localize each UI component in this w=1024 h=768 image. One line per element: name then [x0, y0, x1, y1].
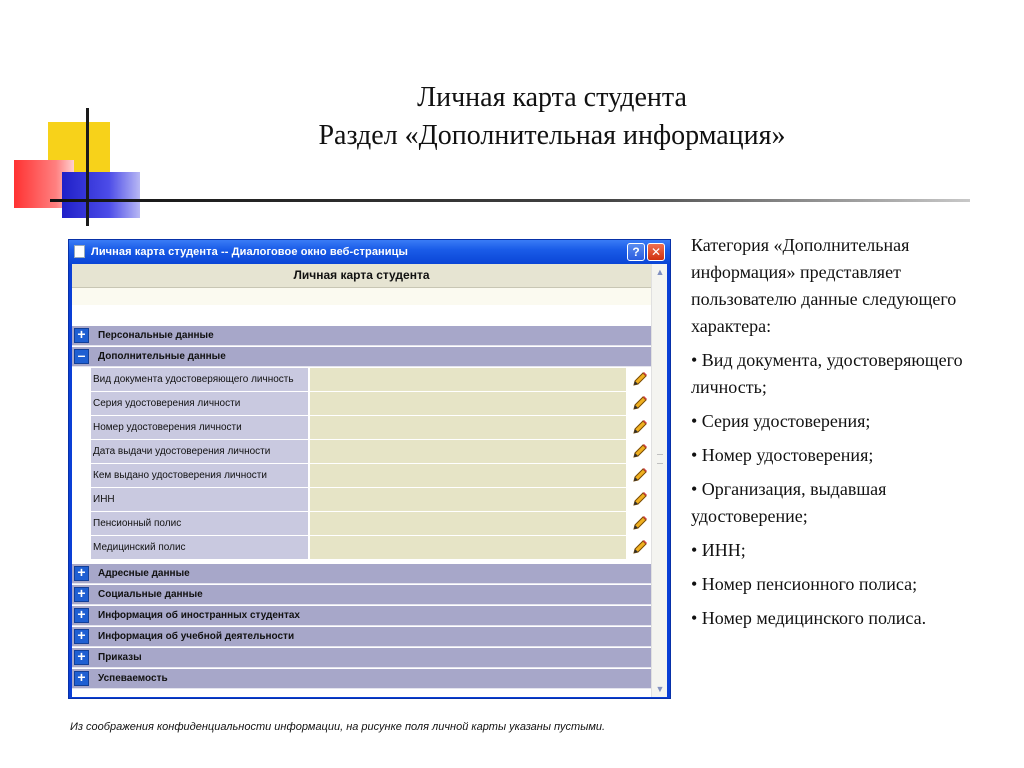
description-item: • Вид документа, удостоверяющего личность;: [691, 350, 963, 397]
expand-icon[interactable]: +: [74, 587, 89, 602]
header-spacer: [72, 288, 651, 305]
field-label: Дата выдачи удостоверения личности: [91, 440, 309, 463]
edit-button[interactable]: [626, 440, 651, 463]
description-item: • Номер пенсионного полиса;: [691, 574, 918, 594]
section-social[interactable]: [72, 585, 651, 605]
description-item: • Серия удостоверения;: [691, 411, 871, 431]
field-value[interactable]: [310, 488, 626, 511]
dialog-window: [68, 239, 671, 699]
description-item: • Номер медицинского полиса.: [691, 608, 927, 628]
expand-icon[interactable]: +: [74, 650, 89, 665]
section-additional[interactable]: [72, 347, 651, 367]
decor-horizontal-line: [50, 199, 970, 202]
description-item: • Номер удостоверения;: [691, 445, 874, 465]
expand-icon[interactable]: +: [74, 608, 89, 623]
pencil-icon: [631, 490, 649, 508]
edit-button[interactable]: [626, 416, 651, 439]
section-personal[interactable]: [72, 326, 651, 346]
section-academic[interactable]: [72, 627, 651, 647]
student-card: [72, 264, 651, 697]
expand-icon[interactable]: +: [74, 566, 89, 581]
pencil-icon: [631, 514, 649, 532]
collapse-icon[interactable]: –: [74, 349, 89, 364]
edit-button[interactable]: [626, 512, 651, 535]
footnote: Из соображения конфиденциальности информации, на рисунке поля личной карты указаны пустыми.: [70, 721, 606, 733]
expand-icon[interactable]: +: [74, 629, 89, 644]
pencil-icon: [631, 370, 649, 388]
section-label: Информация об учебной деятельности: [98, 631, 295, 642]
field-value[interactable]: [310, 512, 626, 535]
pencil-icon: [631, 466, 649, 484]
edit-button[interactable]: [626, 392, 651, 415]
field-label: Номер удостоверения личности: [91, 416, 309, 439]
field-row: [91, 464, 651, 488]
field-label: Медицинский полис: [91, 536, 309, 559]
pencil-icon: [631, 538, 649, 556]
scroll-down-icon[interactable]: ▼: [655, 684, 665, 694]
field-label: ИНН: [91, 488, 309, 511]
section-label: Дополнительные данные: [98, 351, 226, 362]
section-label: Адресные данные: [98, 568, 190, 579]
expand-icon[interactable]: +: [74, 671, 89, 686]
pencil-icon: [631, 442, 649, 460]
field-value[interactable]: [310, 392, 626, 415]
field-row: [91, 512, 651, 536]
field-value[interactable]: [310, 464, 626, 487]
edit-button[interactable]: [626, 464, 651, 487]
scroll-up-icon[interactable]: ▲: [655, 267, 665, 277]
section-label: Информация об иностранных студентах: [98, 610, 300, 621]
window-title: Личная карта студента -- Диалоговое окно веб-страницы: [91, 246, 409, 258]
field-row: [91, 368, 651, 392]
slide-title: Личная карта студента: [417, 82, 687, 113]
section-label: Успеваемость: [98, 673, 168, 684]
decor-vertical-line: [86, 108, 89, 226]
field-value[interactable]: [310, 416, 626, 439]
field-label: Пенсионный полис: [91, 512, 309, 535]
scroll-grip[interactable]: [657, 454, 663, 464]
vertical-scrollbar[interactable]: [651, 264, 667, 697]
pencil-icon: [631, 418, 649, 436]
section-foreign-students[interactable]: [72, 606, 651, 626]
field-row: [91, 416, 651, 440]
field-label: Вид документа удостоверяющего личность: [91, 368, 309, 391]
field-value[interactable]: [310, 440, 626, 463]
help-button[interactable]: ?: [627, 243, 645, 261]
description-item: • ИНН;: [691, 540, 746, 560]
field-value[interactable]: [310, 368, 626, 391]
edit-button[interactable]: [626, 368, 651, 391]
field-label: Кем выдано удостоверения личности: [91, 464, 309, 487]
section-address[interactable]: [72, 564, 651, 584]
section-label: Приказы: [98, 652, 142, 663]
field-row: [91, 440, 651, 464]
description-item: • Организация, выдавшая удостоверение;: [691, 479, 887, 526]
field-row: [91, 536, 651, 560]
slide-subtitle: Раздел «Дополнительная информация»: [318, 120, 786, 151]
pencil-icon: [631, 394, 649, 412]
section-orders[interactable]: [72, 648, 651, 668]
page-icon: [74, 245, 85, 258]
edit-button[interactable]: [626, 536, 651, 559]
close-button[interactable]: ✕: [647, 243, 665, 261]
card-header: Личная карта студента: [72, 264, 651, 288]
section-label: Социальные данные: [98, 589, 203, 600]
window-client: [72, 264, 667, 697]
section-label: Персональные данные: [98, 330, 214, 341]
field-value[interactable]: [310, 536, 626, 559]
window-titlebar[interactable]: [69, 240, 670, 264]
expand-icon[interactable]: +: [74, 328, 89, 343]
section-progress[interactable]: [72, 669, 651, 689]
edit-button[interactable]: [626, 488, 651, 511]
field-row: [91, 392, 651, 416]
description-intro: Категория «Дополнительная информация» представляет пользователю данные следующего характера:: [691, 235, 957, 336]
field-row: [91, 488, 651, 512]
field-label: Серия удостоверения личности: [91, 392, 309, 415]
description-panel: [691, 232, 991, 639]
decor-blue-square: [62, 172, 140, 218]
